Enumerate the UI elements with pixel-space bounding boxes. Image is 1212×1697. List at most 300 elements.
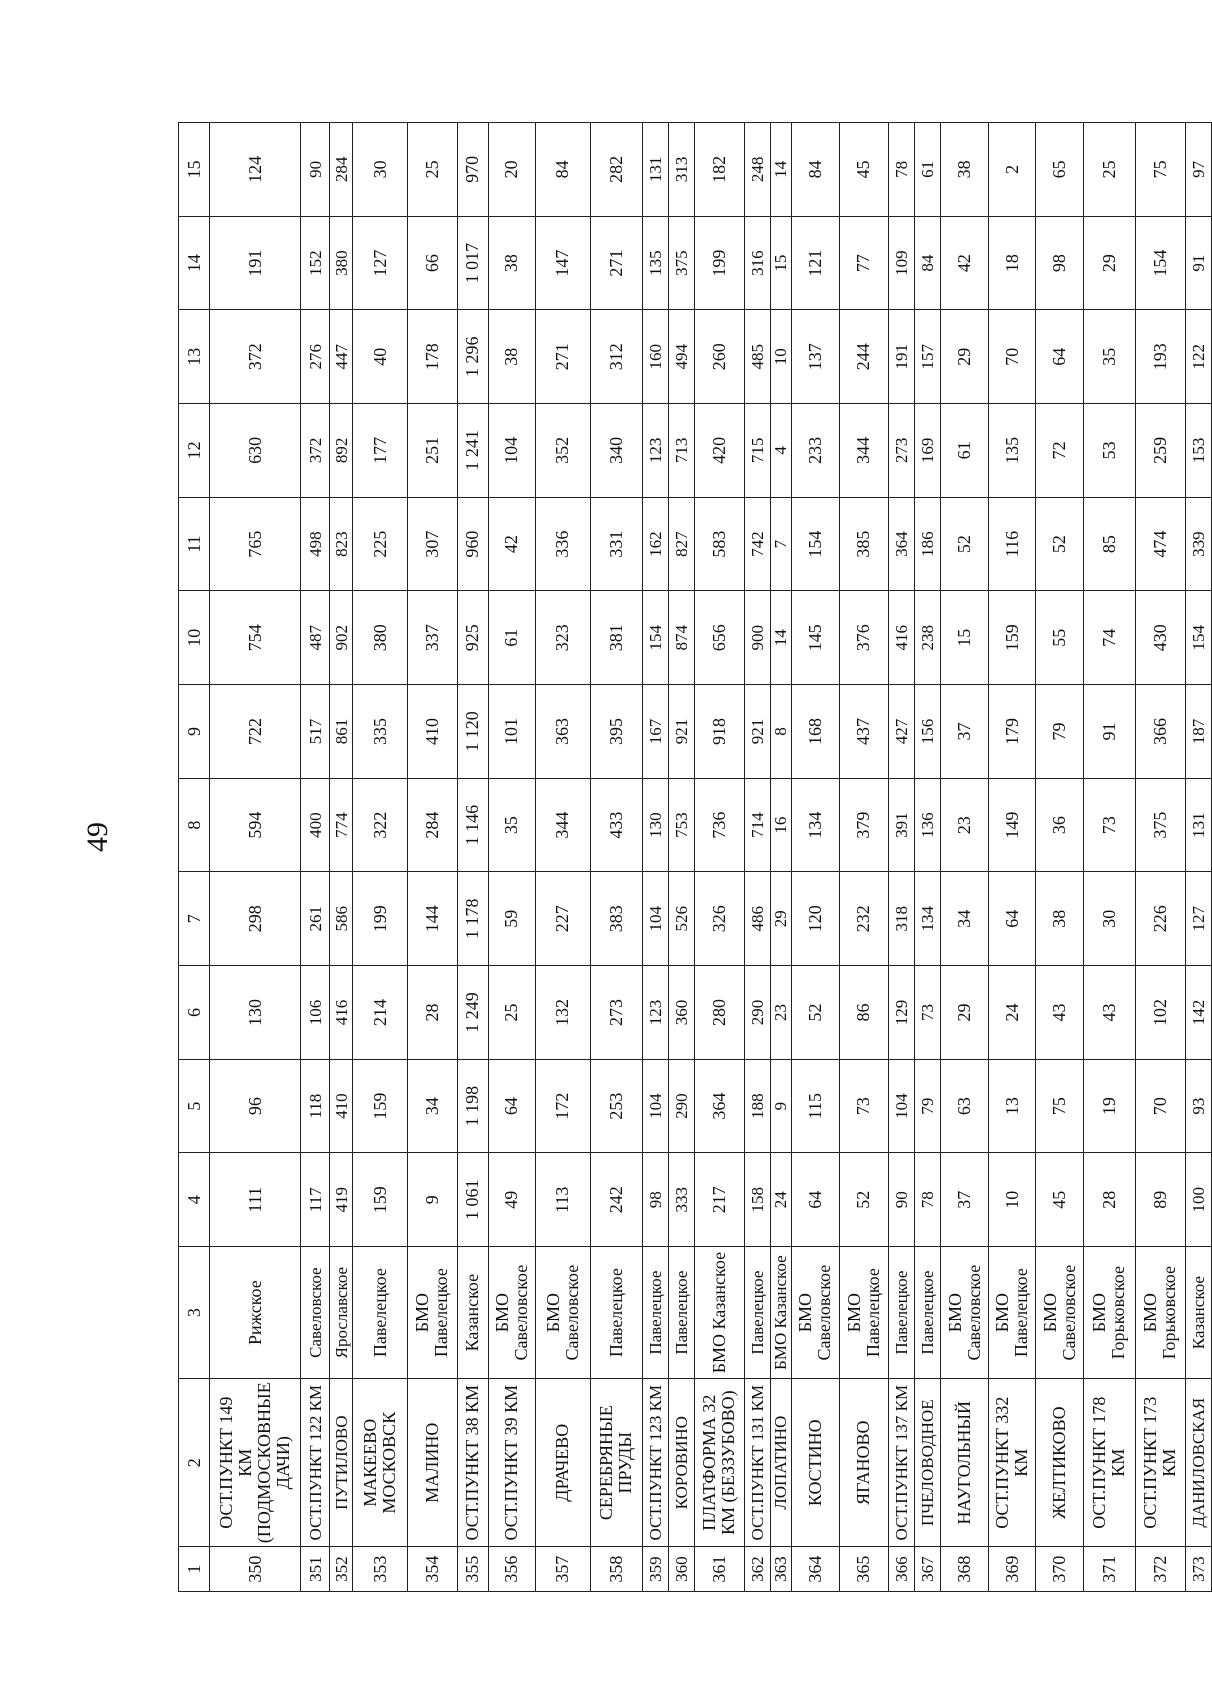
value-cell: 79	[915, 1059, 941, 1153]
value-cell: 117	[301, 1153, 329, 1247]
column-header: 13	[179, 310, 210, 404]
column-header: 8	[179, 778, 210, 872]
value-cell: 104	[488, 404, 535, 498]
value-cell: 4	[770, 404, 791, 498]
value-cell: 53	[1083, 404, 1135, 498]
value-cell: 90	[301, 123, 329, 217]
value-cell: 24	[770, 1153, 791, 1247]
value-cell: 447	[329, 310, 353, 404]
column-header: 2	[179, 1379, 210, 1547]
value-cell: 38	[1036, 872, 1083, 966]
value-cell: 214	[353, 966, 408, 1060]
value-cell: 15	[770, 216, 791, 310]
row-number-cell: 352	[329, 1547, 353, 1592]
value-cell: 861	[329, 685, 353, 779]
value-cell: 375	[1135, 778, 1185, 872]
table-row	[941, 123, 988, 1592]
value-cell: 70	[988, 310, 1035, 404]
value-cell: 121	[792, 216, 839, 310]
value-cell: 72	[1036, 404, 1083, 498]
value-cell: 122	[1185, 310, 1211, 404]
value-cell: 312	[590, 310, 642, 404]
value-cell: 64	[1036, 310, 1083, 404]
value-cell: 191	[210, 216, 301, 310]
value-cell: 10	[988, 1153, 1035, 1247]
value-cell: 64	[792, 1153, 839, 1247]
row-number-cell: 356	[488, 1547, 535, 1592]
value-cell: 20	[488, 123, 535, 217]
value-cell: 280	[694, 966, 744, 1060]
column-header: 11	[179, 497, 210, 591]
value-cell: 98	[1036, 216, 1083, 310]
value-cell: 326	[694, 872, 744, 966]
direction-cell: Павелецкое	[642, 1247, 668, 1379]
value-cell: 594	[210, 778, 301, 872]
value-cell: 900	[744, 591, 770, 685]
column-header: 6	[179, 966, 210, 1060]
value-cell: 364	[889, 497, 915, 591]
value-cell: 154	[1185, 591, 1211, 685]
column-header: 5	[179, 1059, 210, 1153]
value-cell: 517	[301, 685, 329, 779]
station-name-cell: ПУТИЛОВО	[329, 1379, 353, 1547]
row-number-cell: 363	[770, 1547, 791, 1592]
value-cell: 494	[668, 310, 694, 404]
column-header: 7	[179, 872, 210, 966]
value-cell: 23	[770, 966, 791, 1060]
value-cell: 131	[1185, 778, 1211, 872]
value-cell: 823	[329, 497, 353, 591]
value-cell: 284	[407, 778, 457, 872]
direction-cell: БМО Савеловское	[1036, 1247, 1083, 1379]
direction-cell: БМО Павелецкое	[988, 1247, 1035, 1379]
value-cell: 90	[889, 1153, 915, 1247]
value-cell: 25	[1083, 123, 1135, 217]
value-cell: 85	[1083, 497, 1135, 591]
rotated-table-wrapper	[178, 122, 1212, 1592]
value-cell: 98	[642, 1153, 668, 1247]
value-cell: 227	[536, 872, 591, 966]
value-cell: 225	[353, 497, 408, 591]
value-cell: 193	[1135, 310, 1185, 404]
direction-cell: БМО Павелецкое	[407, 1247, 457, 1379]
table-row	[770, 123, 791, 1592]
column-header: 3	[179, 1247, 210, 1379]
row-number-cell: 361	[694, 1547, 744, 1592]
value-cell: 52	[941, 497, 988, 591]
value-cell: 124	[210, 123, 301, 217]
value-cell: 29	[770, 872, 791, 966]
station-name-cell: МАКЕЕВО МОСКОВСК	[353, 1379, 408, 1547]
value-cell: 318	[889, 872, 915, 966]
table-row	[301, 123, 329, 1592]
value-cell: 144	[407, 872, 457, 966]
value-cell: 154	[642, 591, 668, 685]
value-cell: 78	[915, 1153, 941, 1247]
value-cell: 78	[889, 123, 915, 217]
value-cell: 135	[642, 216, 668, 310]
value-cell: 113	[536, 1153, 591, 1247]
station-name-cell: МАЛИНО	[407, 1379, 457, 1547]
value-cell: 75	[1135, 123, 1185, 217]
value-cell: 921	[668, 685, 694, 779]
value-cell: 715	[744, 404, 770, 498]
column-header: 4	[179, 1153, 210, 1247]
value-cell: 892	[329, 404, 353, 498]
value-cell: 43	[1083, 966, 1135, 1060]
value-cell: 25	[488, 966, 535, 1060]
value-cell: 30	[353, 123, 408, 217]
value-cell: 73	[915, 966, 941, 1060]
row-number-cell: 370	[1036, 1547, 1083, 1592]
header-row	[179, 123, 210, 1592]
value-cell: 167	[642, 685, 668, 779]
direction-cell: БМО Казанское	[770, 1247, 791, 1379]
row-number-cell: 373	[1185, 1547, 1211, 1592]
value-cell: 437	[839, 685, 889, 779]
value-cell: 366	[1135, 685, 1185, 779]
value-cell: 485	[744, 310, 770, 404]
value-cell: 526	[668, 872, 694, 966]
value-cell: 52	[792, 966, 839, 1060]
value-cell: 73	[1083, 778, 1135, 872]
value-cell: 902	[329, 591, 353, 685]
value-cell: 38	[488, 310, 535, 404]
value-cell: 583	[694, 497, 744, 591]
value-cell: 179	[988, 685, 1035, 779]
station-name-cell: ОСТ.ПУНКТ 173 КМ	[1135, 1379, 1185, 1547]
column-header: 15	[179, 123, 210, 217]
value-cell: 335	[353, 685, 408, 779]
row-number-cell: 364	[792, 1547, 839, 1592]
value-cell: 42	[941, 216, 988, 310]
direction-cell: Павелецкое	[353, 1247, 408, 1379]
value-cell: 416	[329, 966, 353, 1060]
value-cell: 145	[792, 591, 839, 685]
value-cell: 156	[915, 685, 941, 779]
value-cell: 52	[1036, 497, 1083, 591]
value-cell: 182	[694, 123, 744, 217]
value-cell: 713	[668, 404, 694, 498]
direction-cell: Рижское	[210, 1247, 301, 1379]
value-cell: 273	[590, 966, 642, 1060]
value-cell: 104	[642, 872, 668, 966]
station-name-cell: ОСТ.ПУНКТ 137 КМ	[889, 1379, 915, 1547]
value-cell: 42	[488, 497, 535, 591]
value-cell: 316	[744, 216, 770, 310]
table-row	[590, 123, 642, 1592]
direction-cell: БМО Горьковское	[1083, 1247, 1135, 1379]
direction-cell: Казанское	[1185, 1247, 1211, 1379]
value-cell: 64	[988, 872, 1035, 966]
value-cell: 1 061	[457, 1153, 488, 1247]
value-cell: 97	[1185, 123, 1211, 217]
table-row	[915, 123, 941, 1592]
direction-cell: БМО Савеловское	[488, 1247, 535, 1379]
value-cell: 28	[1083, 1153, 1135, 1247]
value-cell: 1 120	[457, 685, 488, 779]
value-cell: 2	[988, 123, 1035, 217]
table-row	[1185, 123, 1211, 1592]
value-cell: 66	[407, 216, 457, 310]
value-cell: 410	[407, 685, 457, 779]
value-cell: 736	[694, 778, 744, 872]
value-cell: 178	[407, 310, 457, 404]
value-cell: 159	[988, 591, 1035, 685]
value-cell: 134	[792, 778, 839, 872]
value-cell: 372	[301, 404, 329, 498]
value-cell: 137	[792, 310, 839, 404]
direction-cell: Казанское	[457, 1247, 488, 1379]
table-row	[329, 123, 353, 1592]
value-cell: 376	[839, 591, 889, 685]
value-cell: 13	[988, 1059, 1035, 1153]
row-number-cell: 354	[407, 1547, 457, 1592]
value-cell: 102	[1135, 966, 1185, 1060]
value-cell: 38	[488, 216, 535, 310]
value-cell: 970	[457, 123, 488, 217]
table-row	[457, 123, 488, 1592]
value-cell: 248	[744, 123, 770, 217]
value-cell: 340	[590, 404, 642, 498]
value-cell: 159	[353, 1059, 408, 1153]
value-cell: 742	[744, 497, 770, 591]
value-cell: 169	[915, 404, 941, 498]
value-cell: 65	[1036, 123, 1083, 217]
column-header: 1	[179, 1547, 210, 1592]
value-cell: 49	[488, 1153, 535, 1247]
row-number-cell: 355	[457, 1547, 488, 1592]
value-cell: 91	[1083, 685, 1135, 779]
value-cell: 40	[353, 310, 408, 404]
row-number-cell: 371	[1083, 1547, 1135, 1592]
value-cell: 765	[210, 497, 301, 591]
value-cell: 187	[1185, 685, 1211, 779]
value-cell: 129	[889, 966, 915, 1060]
value-cell: 16	[770, 778, 791, 872]
value-cell: 410	[329, 1059, 353, 1153]
table-row	[536, 123, 591, 1592]
value-cell: 100	[1185, 1153, 1211, 1247]
table-row	[694, 123, 744, 1592]
value-cell: 1 296	[457, 310, 488, 404]
value-cell: 364	[694, 1059, 744, 1153]
value-cell: 132	[536, 966, 591, 1060]
value-cell: 109	[889, 216, 915, 310]
row-number-cell: 353	[353, 1547, 408, 1592]
value-cell: 37	[941, 1153, 988, 1247]
value-cell: 24	[988, 966, 1035, 1060]
value-cell: 29	[1083, 216, 1135, 310]
value-cell: 400	[301, 778, 329, 872]
value-cell: 282	[590, 123, 642, 217]
value-cell: 86	[839, 966, 889, 1060]
value-cell: 123	[642, 966, 668, 1060]
value-cell: 89	[1135, 1153, 1185, 1247]
value-cell: 774	[329, 778, 353, 872]
value-cell: 1 178	[457, 872, 488, 966]
value-cell: 273	[889, 404, 915, 498]
value-cell: 921	[744, 685, 770, 779]
value-cell: 416	[889, 591, 915, 685]
direction-cell: Савеловское	[301, 1247, 329, 1379]
table-row	[744, 123, 770, 1592]
value-cell: 84	[792, 123, 839, 217]
value-cell: 322	[353, 778, 408, 872]
value-cell: 874	[668, 591, 694, 685]
value-cell: 344	[839, 404, 889, 498]
value-cell: 59	[488, 872, 535, 966]
value-cell: 28	[407, 966, 457, 1060]
direction-cell: БМО Горьковское	[1135, 1247, 1185, 1379]
row-number-cell: 367	[915, 1547, 941, 1592]
value-cell: 7	[770, 497, 791, 591]
value-cell: 242	[590, 1153, 642, 1247]
row-number-cell: 369	[988, 1547, 1035, 1592]
table-row	[642, 123, 668, 1592]
station-name-cell: ОСТ.ПУНКТ 131 КМ	[744, 1379, 770, 1547]
direction-cell: Павелецкое	[590, 1247, 642, 1379]
row-number-cell: 368	[941, 1547, 988, 1592]
row-number-cell: 372	[1135, 1547, 1185, 1592]
value-cell: 19	[1083, 1059, 1135, 1153]
direction-cell: БМО Савеловское	[536, 1247, 591, 1379]
value-cell: 344	[536, 778, 591, 872]
station-name-cell: ОСТ.ПУНКТ 332 КМ	[988, 1379, 1035, 1547]
table-row	[210, 123, 301, 1592]
value-cell: 430	[1135, 591, 1185, 685]
value-cell: 420	[694, 404, 744, 498]
value-cell: 290	[668, 1059, 694, 1153]
table-row	[1036, 123, 1083, 1592]
value-cell: 199	[353, 872, 408, 966]
value-cell: 168	[792, 685, 839, 779]
value-cell: 271	[590, 216, 642, 310]
value-cell: 261	[301, 872, 329, 966]
value-cell: 43	[1036, 966, 1083, 1060]
value-cell: 486	[744, 872, 770, 966]
value-cell: 586	[329, 872, 353, 966]
value-cell: 37	[941, 685, 988, 779]
station-name-cell: КОРОВИНО	[668, 1379, 694, 1547]
table-row	[488, 123, 535, 1592]
direction-cell: Павелецкое	[889, 1247, 915, 1379]
value-cell: 1 146	[457, 778, 488, 872]
column-header: 10	[179, 591, 210, 685]
value-cell: 34	[407, 1059, 457, 1153]
value-cell: 9	[407, 1153, 457, 1247]
station-name-cell: ЖЕЛТИКОВО	[1036, 1379, 1083, 1547]
station-name-cell: ОСТ.ПУНКТ 178 КМ	[1083, 1379, 1135, 1547]
value-cell: 52	[839, 1153, 889, 1247]
value-cell: 34	[941, 872, 988, 966]
value-cell: 337	[407, 591, 457, 685]
value-cell: 158	[744, 1153, 770, 1247]
value-cell: 127	[1185, 872, 1211, 966]
value-cell: 149	[988, 778, 1035, 872]
value-cell: 30	[1083, 872, 1135, 966]
direction-cell: БМО Павелецкое	[839, 1247, 889, 1379]
value-cell: 498	[301, 497, 329, 591]
value-cell: 186	[915, 497, 941, 591]
value-cell: 93	[1185, 1059, 1211, 1153]
value-cell: 29	[941, 310, 988, 404]
value-cell: 73	[839, 1059, 889, 1153]
row-number-cell: 351	[301, 1547, 329, 1592]
value-cell: 960	[457, 497, 488, 591]
value-cell: 238	[915, 591, 941, 685]
row-number-cell: 357	[536, 1547, 591, 1592]
station-name-cell: СЕРЕБРЯНЫЕ ПРУДЫ	[590, 1379, 642, 1547]
value-cell: 36	[1036, 778, 1083, 872]
station-name-cell: ДАНИЛОВСКАЯ	[1185, 1379, 1211, 1547]
row-number-cell: 358	[590, 1547, 642, 1592]
value-cell: 35	[1083, 310, 1135, 404]
value-cell: 1 198	[457, 1059, 488, 1153]
table-body	[210, 123, 1212, 1592]
value-cell: 104	[642, 1059, 668, 1153]
row-number-cell: 362	[744, 1547, 770, 1592]
station-name-cell: НАУГОЛЬНЫЙ	[941, 1379, 988, 1547]
value-cell: 14	[770, 591, 791, 685]
value-cell: 118	[301, 1059, 329, 1153]
direction-cell: БМО Савеловское	[792, 1247, 839, 1379]
value-cell: 15	[941, 591, 988, 685]
value-cell: 106	[301, 966, 329, 1060]
value-cell: 136	[915, 778, 941, 872]
value-cell: 251	[407, 404, 457, 498]
row-number-cell: 365	[839, 1547, 889, 1592]
value-cell: 61	[941, 404, 988, 498]
value-cell: 142	[1185, 966, 1211, 1060]
value-cell: 130	[210, 966, 301, 1060]
station-name-cell: ОСТ.ПУНКТ 39 КМ	[488, 1379, 535, 1547]
value-cell: 360	[668, 966, 694, 1060]
value-cell: 188	[744, 1059, 770, 1153]
table-row	[792, 123, 839, 1592]
value-cell: 284	[329, 123, 353, 217]
value-cell: 253	[590, 1059, 642, 1153]
value-cell: 38	[941, 123, 988, 217]
value-cell: 1 241	[457, 404, 488, 498]
column-header: 9	[179, 685, 210, 779]
value-cell: 70	[1135, 1059, 1185, 1153]
value-cell: 74	[1083, 591, 1135, 685]
direction-cell: БМО Казанское	[694, 1247, 744, 1379]
value-cell: 160	[642, 310, 668, 404]
direction-cell: Павелецкое	[744, 1247, 770, 1379]
value-cell: 427	[889, 685, 915, 779]
value-cell: 233	[792, 404, 839, 498]
value-cell: 91	[1185, 216, 1211, 310]
value-cell: 111	[210, 1153, 301, 1247]
value-cell: 127	[353, 216, 408, 310]
station-name-cell: ПЧЕЛОВОДНОЕ	[915, 1379, 941, 1547]
station-name-cell: ПЛАТФОРМА 32 КМ (БЕЗЗУБОВО)	[694, 1379, 744, 1547]
value-cell: 487	[301, 591, 329, 685]
direction-cell: БМО Савеловское	[941, 1247, 988, 1379]
value-cell: 84	[536, 123, 591, 217]
value-cell: 84	[915, 216, 941, 310]
value-cell: 271	[536, 310, 591, 404]
column-header: 14	[179, 216, 210, 310]
value-cell: 217	[694, 1153, 744, 1247]
station-name-cell: ДРАЧЕВО	[536, 1379, 591, 1547]
table-row	[407, 123, 457, 1592]
direction-cell: Ярославское	[329, 1247, 353, 1379]
value-cell: 1 017	[457, 216, 488, 310]
value-cell: 336	[536, 497, 591, 591]
